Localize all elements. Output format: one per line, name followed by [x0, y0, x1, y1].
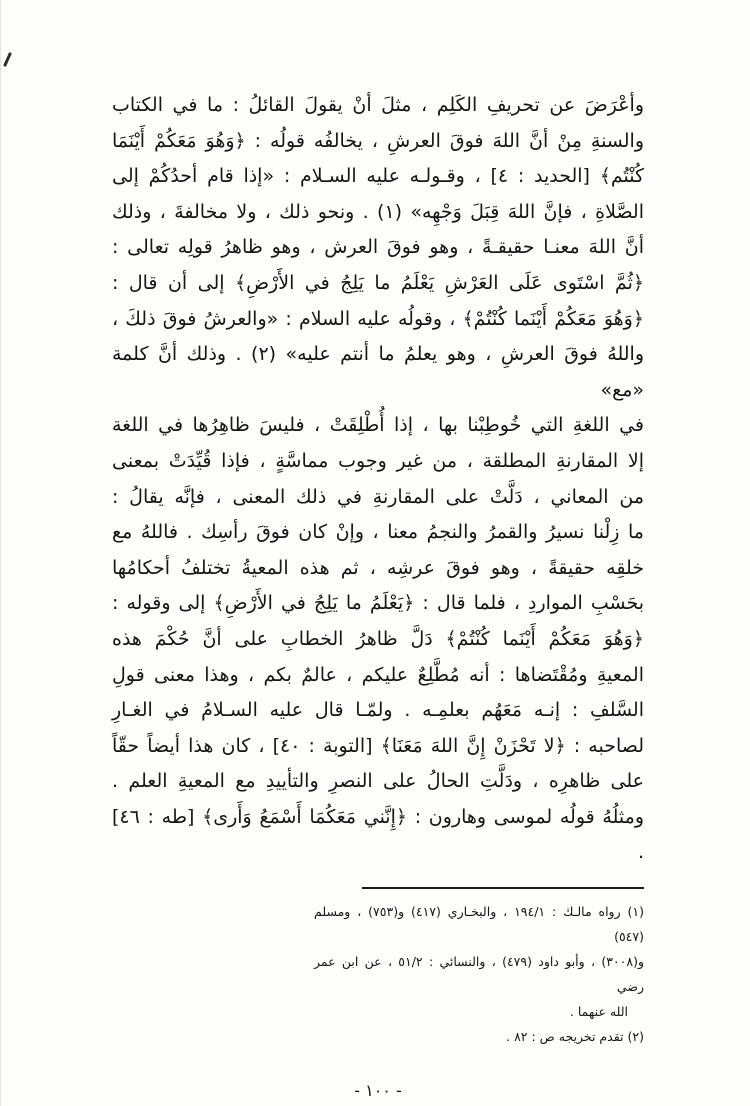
text-line: ومثلُهُ قولُه لموسى وهارون : ﴿إِنَّني مَعَكُمَا أَسْمَعُ وَأَرى﴾ [طه : ٤٦] .	[112, 805, 644, 864]
text-line: من المعاني ، دَلَّتْ على المقارنةِ في ذلك المعنى ، فإنَّه يقالُ :	[112, 485, 644, 508]
footnote-line: (٢) تقدم تخريجه ص : ٨٢ .	[506, 1029, 644, 1045]
text-line: إلا المقارنةِ المطلقة ، من غير وجوب مماسَّةٍ ، فإذا قُيِّدَتْ بمعنى	[112, 449, 644, 472]
text-line: ما زِلْنا نسيرُ والقمرُ والنجمُ معنا ، وإنْ كان فوقَ رأسِك . فاللهُ مع	[112, 521, 644, 544]
footnote-separator	[362, 887, 644, 889]
text-line: بحَسْبِ المواردِ ، فلما قال : ﴿يَعْلَمُ ما يَلِجُ في الأَرْضِ﴾ إلى وقوله :	[112, 592, 644, 615]
footnote-line: و(٣٠٠٨) ، وأبو داود (٤٧٩) ، والنسائي : ٥١/٢ ، عن ابن عمر رضي	[314, 954, 644, 995]
footnotes	[314, 899, 644, 1049]
page-content	[112, 88, 644, 1100]
scan-edge-artifact	[0, 0, 1, 1106]
text-line: المعيةِ ومُقْتَضاها : أنه مُطَّلِعٌ عليكم ، عالمٌ بكم ، وهذا معنى قولِ	[112, 663, 644, 686]
text-line: ﴿ثُمَّ اسْتَوى عَلَى العَرْشِ يَعْلَمُ ما يَلِجُ في الأَرْضِ﴾ إلى أن قال :	[112, 271, 644, 294]
text-line: وأعْرَضَ عن تحريفِ الكَلِم ، مثلَ أنْ يقولَ القائلُ : ما في الكتاب	[112, 94, 644, 116]
text-line: كُنْتُم﴾ [الحديد : ٤] ، وقـولـه عليه السـلام : «إذا قام أحدُكُمْ إلى	[112, 165, 644, 188]
page-number: - ١٠٠ -	[354, 1081, 402, 1101]
text-line: والسنةِ مِنْ أنَّ اللهَ فوقَ العرشِ ، يخالفُه قولُه : ﴿وَهُوَ مَعَكُمْ أَيْنَمَا	[112, 129, 644, 152]
footnote-line: (١) رواه مالـك : ١٩٤/١ ، والبخـاري (٤١٧) و(٧٥٣) ، ومسلم (٥٤٧)	[314, 904, 644, 945]
main-text	[112, 88, 644, 871]
text-line: الصَّلاةِ ، فإنَّ اللهَ قِبَلَ وَجْهِه» (١) . ونحو ذلك ، ولا مخالفةَ ، وذلك	[112, 200, 644, 223]
text-line: في اللغةِ التي خُوطِبْنا بها ، إذا أُطْلِقَتْ ، فليسَ ظاهِرُها في اللغة	[112, 414, 644, 437]
text-line: على ظاهرِه ، ودَلَّتِ الحالُ على النصرِ والتأييدِ مع المعيةِ العلم .	[112, 770, 644, 793]
text-line: أنَّ اللهَ معنـا حقيقـةً ، وهو فوقَ العرش ، وهو ظاهرُ قولِه تعالى :	[112, 236, 644, 259]
text-line: لصاحبه : ﴿لا تَحْزَنْ إِنَّ اللهَ مَعَنَا﴾ [التوبة : ٤٠] ، كان هذا أيضاً حقّاً	[112, 734, 645, 757]
text-line: خلقِه حقيقةً ، وهو فوقَ عرشِه ، ثم هذه المعيةُ تختلفُ أحكامُها	[112, 556, 644, 579]
footnote-line: الله عنهما .	[569, 1004, 628, 1020]
text-line: واللهُ فوقَ العرشِ ، وهو يعلمُ ما أنتم عليه» (٢) . وذلك أنَّ كلمة «مع»	[112, 343, 644, 401]
text-line: ﴿وَهُوَ مَعَكُمْ أَيْنَما كُنْتُمْ﴾ دَلَّ ظاهرُ الخطابِ على أنَّ حُكْمَ هذه	[112, 627, 644, 650]
text-line: ﴿وَهُوَ مَعَكُمْ أَيْنَما كُنْتُمْ﴾ ، وقولُه عليه السلام : «والعرشُ فوقَ ذلكَ ،	[112, 307, 644, 330]
scan-artifact	[3, 52, 12, 67]
text-line: السَّلفِ : إنـه مَعَهُم بعلمِـه . ولمّـا قال عليه السـلامُ في الغـارِ	[112, 699, 644, 722]
